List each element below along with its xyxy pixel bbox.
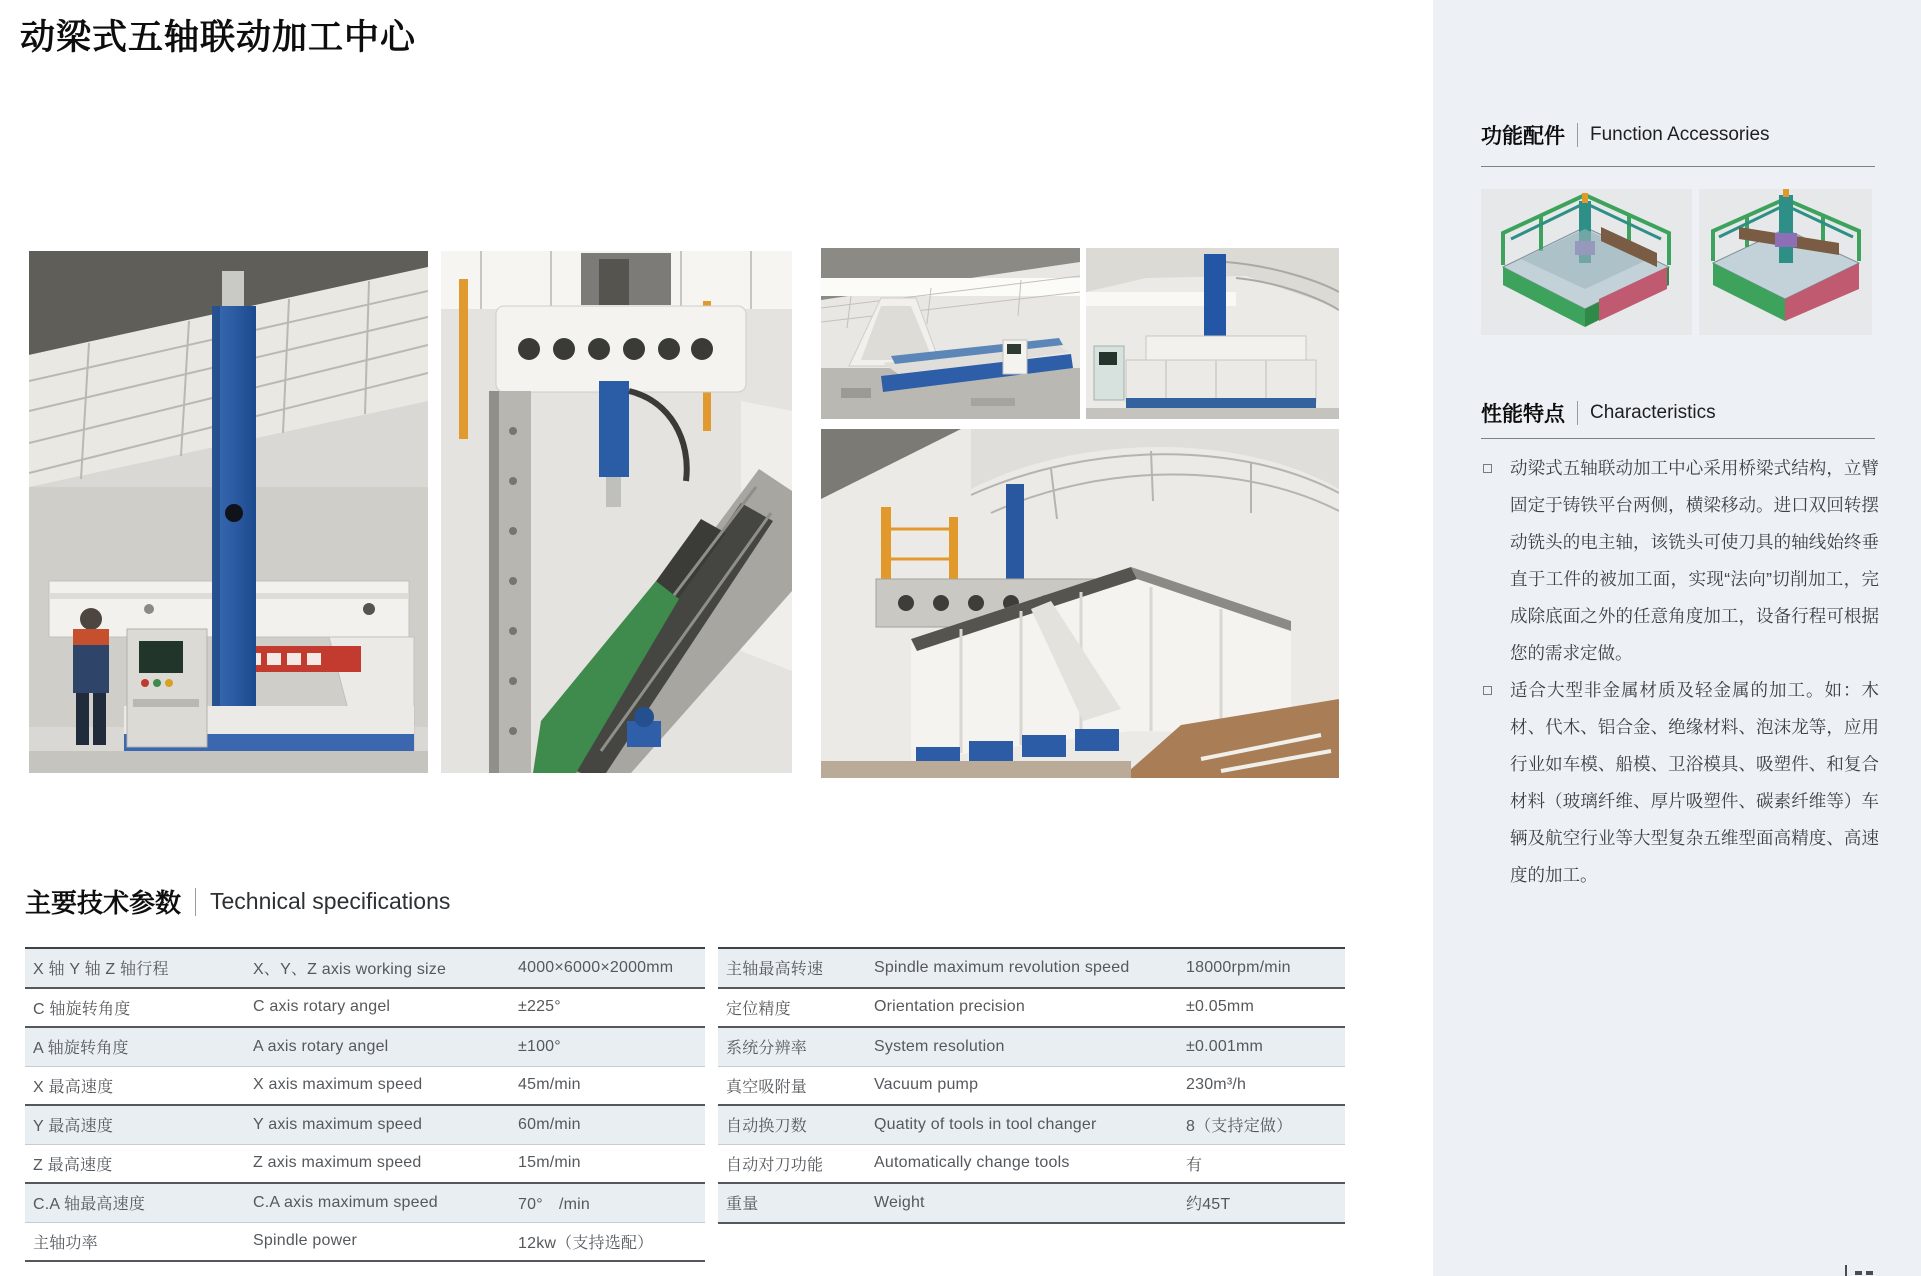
spec-en: X axis maximum speed	[253, 1076, 423, 1094]
spec-zh: 主轴功率	[33, 1234, 98, 1252]
spec-row	[25, 1223, 705, 1263]
spec-row	[25, 1028, 705, 1067]
spec-value: 18000rpm/min	[1186, 958, 1291, 976]
section-rule	[1481, 166, 1875, 167]
sidebar	[1433, 0, 1921, 1276]
spec-en: Weight	[874, 1193, 925, 1211]
spec-zh: C 轴旋转角度	[33, 1000, 131, 1018]
spec-value: 45m/min	[518, 1076, 581, 1094]
bullet-text: 适合大型非金属材质及轻金属的加工。如：木材、代木、铝合金、绝缘材料、泡沫龙等，应用行业如车模、船模、卫浴模具、吸塑件、和复合材料（玻璃纤维、厚片吸塑件、碳素纤维等）车辆及航空行业等大型复杂五维型面高精度、高速度的加工。	[1510, 680, 1879, 885]
machine-photo-4	[1086, 248, 1339, 419]
spec-row	[718, 1067, 1345, 1107]
bullet-square-icon	[1483, 686, 1492, 695]
spec-row	[718, 1028, 1345, 1067]
spec-row	[25, 989, 705, 1029]
spec-zh: 真空吸附量	[726, 1078, 808, 1096]
spec-en: Vacuum pump	[874, 1076, 979, 1094]
spec-value: 60m/min	[518, 1115, 581, 1133]
tech-specs-heading	[25, 883, 450, 920]
spec-table-left	[25, 947, 705, 1262]
spec-value: ±0.05mm	[1186, 998, 1254, 1016]
spec-en: Spindle maximum revolution speed	[874, 958, 1130, 976]
heading-divider	[1577, 401, 1578, 425]
page-digit-partial	[1866, 1271, 1873, 1275]
heading-divider	[1577, 123, 1578, 147]
spec-zh: X 最高速度	[33, 1078, 114, 1096]
spec-en: Orientation precision	[874, 998, 1025, 1016]
spec-row	[718, 949, 1345, 989]
spec-row	[718, 989, 1345, 1029]
spec-row	[25, 949, 705, 989]
bullet-text: 动梁式五轴联动加工中心采用桥梁式结构，立臂固定于铸铁平台两侧，横梁移动。进口双回转摆动铣头的电主轴，该铣头可使刀具的轴线始终垂直于工件的被加工面，实现“法向”切削加工，完成除底面之外的任意角度加工，设备行程可根据您的需求定做。	[1510, 458, 1879, 663]
spec-row	[25, 1106, 705, 1145]
spec-value: 有	[1186, 1156, 1203, 1174]
characteristics-text	[1481, 450, 1879, 894]
spec-zh: 主轴最高转速	[726, 961, 824, 979]
spec-en: Quatity of tools in tool changer	[874, 1115, 1097, 1133]
spec-value: 4000×6000×2000mm	[518, 958, 674, 976]
machine-photo-3	[821, 248, 1080, 419]
spec-value: ±0.001mm	[1186, 1037, 1264, 1055]
spec-en: Z axis maximum speed	[253, 1154, 422, 1172]
spec-row	[25, 1145, 705, 1185]
spec-zh: C.A 轴最高速度	[33, 1196, 146, 1214]
spec-row	[718, 1106, 1345, 1145]
spec-row	[718, 1145, 1345, 1185]
heading-divider	[195, 888, 196, 916]
spec-value: 约45T	[1186, 1196, 1231, 1214]
spec-zh: 自动对刀功能	[726, 1156, 824, 1174]
spec-en: C.A axis maximum speed	[253, 1193, 438, 1211]
page-title: 动梁式五轴联动加工中心	[20, 18, 417, 57]
spec-table-right	[718, 947, 1345, 1224]
spec-value: 230m³/h	[1186, 1076, 1247, 1094]
spec-en: C axis rotary angel	[253, 998, 391, 1016]
spec-zh: 系统分辨率	[726, 1040, 808, 1058]
characteristics-bullet-1	[1481, 450, 1879, 672]
machine-photo-1	[29, 251, 428, 773]
spec-zh: Y 最高速度	[33, 1118, 114, 1136]
function-accessories-title-en: Function Accessories	[1590, 124, 1770, 145]
characteristics-title-zh: 性能特点	[1481, 403, 1565, 426]
characteristics-heading	[1481, 398, 1716, 428]
section-rule	[1481, 438, 1875, 439]
machine-photo-5	[821, 429, 1339, 778]
spec-en: Spindle power	[253, 1232, 357, 1250]
characteristics-title-en: Characteristics	[1590, 402, 1716, 423]
spec-en: Y axis maximum speed	[253, 1115, 423, 1133]
spec-en: X、Y、Z axis working size	[253, 961, 447, 979]
tech-specs-title-zh: 主要技术参数	[25, 888, 182, 918]
spec-value: 70° /min	[518, 1196, 591, 1214]
tech-specs-title-en: Technical specifications	[210, 888, 451, 914]
spec-en: System resolution	[874, 1037, 1005, 1055]
spec-row	[718, 1184, 1345, 1224]
spec-zh: 重量	[726, 1196, 759, 1214]
footer-divider	[1845, 1265, 1847, 1276]
spec-zh: A 轴旋转角度	[33, 1040, 129, 1058]
function-accessories-title-zh: 功能配件	[1481, 125, 1565, 148]
spec-en: A axis rotary angel	[253, 1037, 389, 1055]
spec-en: Automatically change tools	[874, 1154, 1070, 1172]
machine-photo-2	[441, 251, 792, 773]
cad-render-2	[1699, 189, 1872, 335]
spec-row	[25, 1184, 705, 1223]
spec-value: ±100°	[518, 1037, 561, 1055]
bullet-square-icon	[1483, 464, 1492, 473]
spec-row	[25, 1067, 705, 1107]
cad-render-1	[1481, 189, 1692, 335]
spec-value: ±225°	[518, 998, 561, 1016]
spec-zh: Z 最高速度	[33, 1156, 113, 1174]
function-accessories-heading	[1481, 120, 1770, 150]
spec-value: 8（支持定做）	[1186, 1118, 1293, 1136]
page-digit-partial	[1855, 1271, 1862, 1275]
spec-zh: 定位精度	[726, 1000, 791, 1018]
spec-value: 15m/min	[518, 1154, 581, 1172]
characteristics-bullet-2	[1481, 672, 1879, 894]
spec-zh: 自动换刀数	[726, 1118, 808, 1136]
spec-zh: X 轴 Y 轴 Z 轴行程	[33, 961, 169, 979]
spec-value: 12kw（支持选配）	[518, 1234, 654, 1252]
